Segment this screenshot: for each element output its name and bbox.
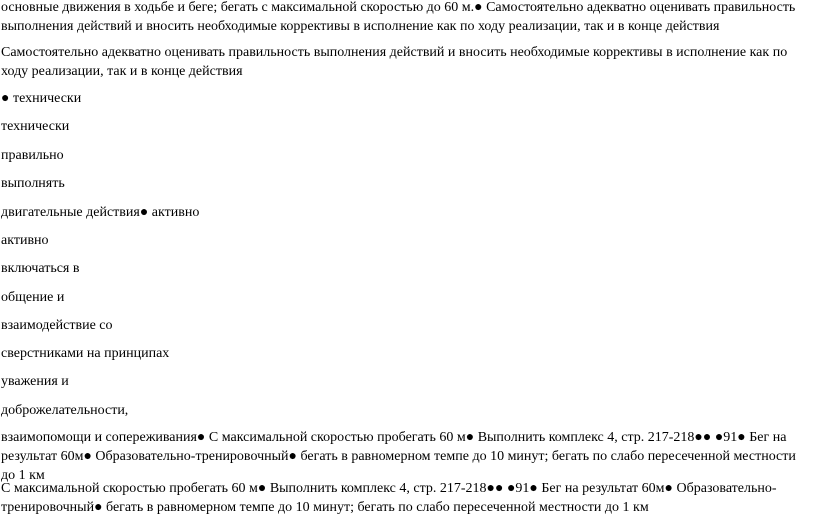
text-line-8: взаимодействие со bbox=[1, 318, 113, 333]
paragraph-4: С максимальной скоростью пробегать 60 м● Выполнить комплекс 4, стр. 217-218●● ●91● Бег на результат 60м● Образовательно-тренировочный● бегать в равномерном темпе до 10 минут; бегать по слабо пересеченной местности до 1 км bbox=[1, 481, 777, 515]
paragraph-2: Самостоятельно адекватно оценивать правильность выполнения действий и вносить необходимые коррективы в исполнение как по ходу реализации, так и в конце действия bbox=[1, 45, 788, 79]
text-line-11: доброжелательности, bbox=[1, 403, 129, 418]
text-line-9: сверстниками на принципах bbox=[1, 346, 170, 361]
paragraph-3: взаимопомощи и сопереживания● С максимальной скоростью пробегать 60 м● Выполнить комплекс 4, стр. 217-218●● ●91● Бег на результат 60м● Образовательно-тренировочный● бегать в равномерном темпе до 10 минут; бегать по слабо пересеченной местности до 1 км bbox=[1, 430, 796, 483]
text-line-5: активно bbox=[1, 233, 49, 248]
text-line-2: правильно bbox=[1, 148, 64, 163]
text-line-3: выполнять bbox=[1, 176, 65, 191]
paragraph-1: основные движения в ходьбе и беге; бегать с максимальной скоростью до 60 м.● Самостоятельно адекватно оценивать правильность выполнения действий и вносить необходимые коррективы в исполнение как по ходу реализации, так и в конце действия bbox=[1, 0, 796, 34]
text-line-6: включаться в bbox=[1, 261, 80, 276]
bullet-line: ● технически bbox=[1, 91, 82, 106]
text-line-1: технически bbox=[1, 119, 70, 134]
text-line-10: уважения и bbox=[1, 374, 69, 389]
text-line-7: общение и bbox=[1, 290, 65, 305]
text-line-4: двигательные действия● активно bbox=[1, 205, 200, 220]
